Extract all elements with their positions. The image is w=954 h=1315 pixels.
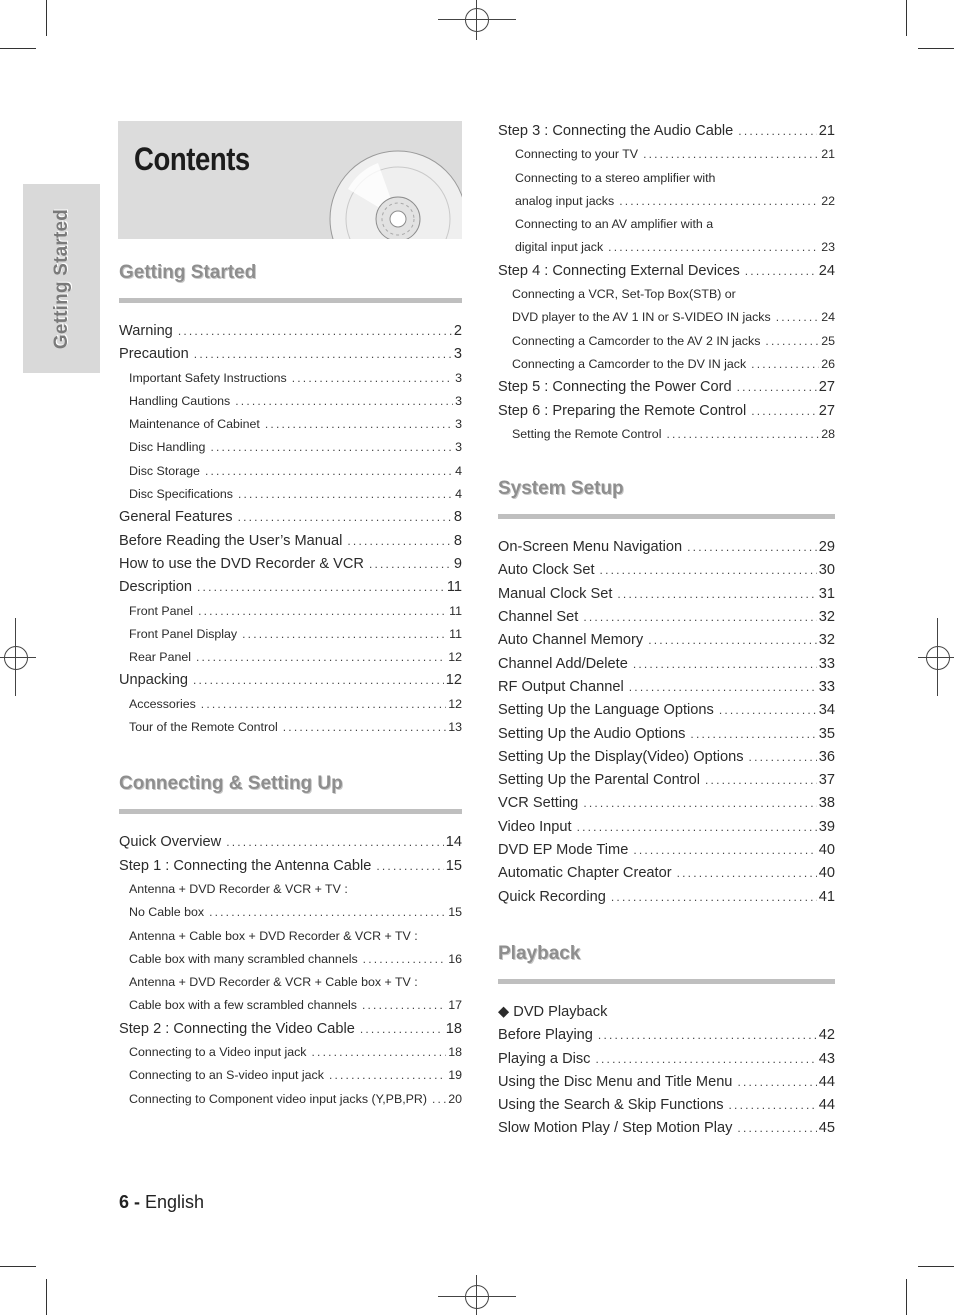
- dot-leader: [729, 1094, 817, 1117]
- crop-mark: [46, 1279, 47, 1315]
- toc-page-number: 11: [449, 603, 462, 618]
- dot-leader: [643, 143, 819, 166]
- dot-leader: [360, 1018, 444, 1041]
- toc-entry-title: Quick Overview: [119, 834, 222, 851]
- toc-entry-title: Handling Cautions: [129, 393, 231, 408]
- toc-entry[interactable]: [498, 862, 835, 885]
- toc-entry[interactable]: [119, 831, 462, 854]
- toc-page-number: 12: [445, 672, 462, 689]
- toc-entry[interactable]: [119, 436, 462, 459]
- toc-page-number: 18: [445, 1020, 462, 1037]
- toc-entry[interactable]: [498, 676, 835, 699]
- toc-entry[interactable]: [119, 390, 462, 413]
- dot-leader: [608, 236, 819, 259]
- crop-mark: [918, 1266, 954, 1267]
- dot-leader: [238, 506, 452, 529]
- toc-page-number: 40: [818, 865, 835, 882]
- toc-page-number: 20: [448, 1091, 462, 1106]
- toc-page-number: 28: [821, 426, 835, 441]
- toc-entry-title: Auto Clock Set: [498, 562, 595, 579]
- toc-entry[interactable]: [498, 606, 835, 629]
- toc-entry[interactable]: [498, 213, 835, 236]
- dot-leader: [611, 886, 817, 909]
- registration-mark-line: [0, 657, 36, 658]
- toc-entry[interactable]: [119, 855, 462, 878]
- toc-page-number: 33: [818, 678, 835, 695]
- toc-entry-title: On-Screen Menu Navigation: [498, 539, 683, 556]
- dot-leader: [629, 676, 817, 699]
- toc-entry-title: Connecting to an S-video input jack: [129, 1068, 324, 1083]
- dot-leader: [751, 400, 817, 423]
- toc-page-number: 40: [818, 842, 835, 859]
- crop-mark: [0, 48, 36, 49]
- toc-page-number: 32: [818, 609, 835, 626]
- toc-entry-title: Tour of the Remote Control: [129, 720, 278, 735]
- dot-leader: [242, 623, 447, 646]
- toc-entry[interactable]: [498, 1094, 835, 1117]
- toc-page-number: 22: [821, 193, 835, 208]
- toc-entry-title: Step 6 : Preparing the Remote Control: [498, 402, 747, 419]
- disc-icon: [328, 149, 462, 239]
- toc-entry[interactable]: [498, 1048, 835, 1071]
- toc-entry-title: Connecting to a Video input jack: [129, 1045, 307, 1060]
- toc-entry-title: Accessories: [129, 696, 196, 711]
- dot-leader: [737, 1071, 816, 1094]
- dot-leader: [751, 353, 819, 376]
- toc-page-number: 15: [445, 857, 462, 874]
- toc-entry[interactable]: [498, 400, 835, 423]
- toc-page-number: 27: [818, 402, 835, 419]
- toc-page-number: 13: [448, 720, 462, 735]
- toc-left-column: [119, 258, 462, 1111]
- toc-page-number: 21: [818, 123, 835, 139]
- toc-entry[interactable]: [498, 376, 835, 399]
- registration-mark-line: [15, 618, 16, 696]
- dot-leader: [617, 583, 816, 606]
- dot-leader: [369, 553, 452, 576]
- toc-entry-title: Step 2 : Connecting the Video Cable: [119, 1020, 355, 1037]
- toc-entry[interactable]: [498, 536, 835, 559]
- toc-page-number: 33: [818, 655, 835, 672]
- page-footer: [119, 1192, 204, 1213]
- dot-leader: [329, 1064, 446, 1087]
- toc-entry-title: Setting Up the Display(Video) Options: [498, 748, 744, 765]
- crop-mark: [906, 1279, 907, 1315]
- toc-entry-title: Step 5 : Connecting the Power Cord: [498, 379, 732, 396]
- dot-leader: [347, 530, 452, 553]
- toc-page-number: 24: [821, 310, 835, 325]
- dot-leader: [776, 306, 820, 329]
- toc-page-number: 17: [448, 998, 462, 1013]
- toc-entry-title: Rear Panel: [129, 650, 191, 665]
- dot-leader: [749, 746, 817, 769]
- dot-leader: [600, 559, 817, 582]
- dot-leader: [209, 901, 446, 924]
- toc-entry-title: Cable box with a few scrambled channels: [129, 998, 357, 1013]
- toc-entry-title: VCR Setting: [498, 795, 579, 812]
- toc-page-number: 31: [818, 585, 835, 602]
- toc-page-number: 25: [821, 333, 835, 348]
- toc-entry[interactable]: [119, 506, 462, 529]
- toc-entry-title: Channel Set: [498, 609, 579, 626]
- toc-entry[interactable]: [119, 460, 462, 483]
- toc-entry[interactable]: [498, 839, 835, 862]
- dot-leader: [205, 460, 453, 483]
- toc-page-number: 8: [453, 509, 462, 526]
- dot-leader: [235, 390, 453, 413]
- dot-leader: [238, 483, 453, 506]
- contents-header: [118, 121, 462, 239]
- dot-leader: [583, 606, 816, 629]
- toc-entry[interactable]: [119, 948, 462, 971]
- toc-entry[interactable]: [498, 1001, 835, 1024]
- dot-leader: [737, 376, 817, 399]
- toc-entry-title: DVD player to the AV 1 IN or S-VIDEO IN jacks: [512, 310, 771, 325]
- dot-leader: [737, 1117, 816, 1140]
- section-heading: Getting Started: [119, 262, 257, 283]
- toc-page-number: 3: [455, 393, 462, 408]
- toc-entry-title: Automatic Chapter Creator: [498, 865, 672, 882]
- toc-page-number: 21: [821, 147, 835, 162]
- dot-leader: [738, 120, 816, 143]
- toc-entry-title: Connecting a VCR, Set-Top Box(STB) or: [512, 287, 736, 302]
- section-heading: System Setup: [498, 478, 624, 500]
- toc-entry[interactable]: [119, 1064, 462, 1087]
- toc-page-number: 36: [818, 748, 835, 765]
- registration-mark-icon: [465, 8, 489, 32]
- toc-entry-title: Connecting to your TV: [515, 147, 639, 162]
- dot-leader: [598, 1024, 817, 1047]
- dot-leader: [265, 413, 453, 436]
- toc-entry-title: Connecting to Component video input jacks (Y,PB,PR): [129, 1091, 427, 1106]
- toc-page-number: 35: [818, 725, 835, 742]
- toc-entry-title: digital input jack: [515, 240, 604, 255]
- toc-entry-title: Video Input: [498, 818, 572, 835]
- toc-entry[interactable]: [498, 769, 835, 792]
- dot-leader: [210, 436, 453, 459]
- toc-entry-title: RF Output Channel: [498, 678, 624, 695]
- toc-page-number: 23: [821, 240, 835, 255]
- toc-entry-title: Antenna + Cable box + DVD Recorder & VCR + TV :: [129, 928, 418, 943]
- toc-entry[interactable]: [498, 423, 835, 446]
- toc-entry[interactable]: [498, 283, 835, 306]
- toc-page-number: 16: [448, 951, 462, 966]
- toc-page-number: 3: [453, 346, 462, 363]
- toc-entry-title: Disc Handling: [129, 440, 206, 455]
- crop-mark: [918, 48, 954, 49]
- section-heading: Connecting & Setting Up: [119, 773, 343, 795]
- toc-entry[interactable]: [119, 553, 462, 576]
- page-number: 6 -: [119, 1192, 141, 1212]
- toc-page-number: 42: [818, 1027, 835, 1044]
- dot-leader: [432, 1088, 446, 1111]
- toc-entry[interactable]: [119, 320, 462, 343]
- toc-page-number: 3: [455, 440, 462, 455]
- toc-entry-title: Quick Recording: [498, 888, 606, 905]
- registration-mark-line: [476, 1275, 477, 1315]
- toc-page-number: 18: [448, 1045, 462, 1060]
- toc-entry[interactable]: [119, 1088, 462, 1111]
- dot-leader: [705, 769, 817, 792]
- dot-leader: [363, 948, 447, 971]
- footer-language: English: [145, 1192, 205, 1212]
- toc-page-number: 11: [449, 626, 462, 641]
- toc-page-number: 39: [818, 818, 835, 835]
- toc-entry[interactable]: [498, 792, 835, 815]
- toc-entry-title: DVD EP Mode Time: [498, 842, 629, 859]
- toc-right-sections: [498, 446, 835, 1141]
- dot-leader: [376, 855, 443, 878]
- toc-entry-title: analog input jacks: [515, 193, 615, 208]
- toc-page-number: 38: [818, 795, 835, 812]
- toc-page-number: 37: [818, 772, 835, 789]
- dot-leader: [577, 816, 817, 839]
- dot-leader: [193, 669, 444, 692]
- toc-page-number: 9: [453, 555, 462, 572]
- dot-leader: [619, 190, 819, 213]
- toc-entry[interactable]: [498, 559, 835, 582]
- toc-entry-title: Auto Channel Memory: [498, 632, 644, 649]
- toc-entry-title: Setting Up the Parental Control: [498, 772, 700, 789]
- toc-entry[interactable]: [119, 1018, 462, 1041]
- toc-entry[interactable]: [498, 816, 835, 839]
- toc-entry-title: Slow Motion Play / Step Motion Play: [498, 1120, 733, 1137]
- registration-mark-line: [937, 618, 938, 696]
- registration-mark-line: [918, 657, 954, 658]
- toc-entry[interactable]: [119, 600, 462, 623]
- toc-entry-title: ◆ DVD Playback: [498, 1003, 608, 1020]
- toc-entry-title: Disc Specifications: [129, 487, 233, 502]
- toc-entry[interactable]: [119, 971, 462, 994]
- toc-page-number: 24: [818, 262, 835, 279]
- toc-page-number: 26: [821, 356, 835, 371]
- toc-entry-title: Disc Storage: [129, 463, 200, 478]
- toc-entry-title: Manual Clock Set: [498, 585, 613, 602]
- toc-entry-title: Antenna + DVD Recorder & VCR + Cable box + TV :: [129, 975, 418, 990]
- toc-page-number: 19: [448, 1068, 462, 1083]
- registration-mark-icon: [4, 646, 28, 670]
- toc-entry[interactable]: [498, 583, 835, 606]
- toc-page-number: 12: [448, 650, 462, 665]
- crop-mark: [0, 1266, 36, 1267]
- toc-entry[interactable]: [119, 925, 462, 948]
- registration-mark-icon: [926, 646, 950, 670]
- toc-page-number: 12: [448, 696, 462, 711]
- toc-entry[interactable]: [119, 716, 462, 739]
- toc-entry-title: Front Panel: [129, 603, 194, 618]
- toc-page-number: 8: [453, 532, 462, 549]
- toc-page-number: 44: [818, 1097, 835, 1114]
- registration-mark-line: [438, 1296, 516, 1297]
- toc-page-number: 3: [455, 370, 462, 385]
- dot-leader: [197, 576, 445, 599]
- dot-leader: [595, 1048, 816, 1071]
- page-title: Contents: [134, 141, 250, 177]
- toc-entry[interactable]: [498, 723, 835, 746]
- toc-entry[interactable]: [498, 653, 835, 676]
- dot-leader: [719, 699, 817, 722]
- toc-page-number: 32: [818, 632, 835, 649]
- toc-entry[interactable]: [119, 530, 462, 553]
- toc-entry-title: Step 4 : Connecting External Devices: [498, 262, 740, 279]
- toc-page-number: 41: [818, 888, 835, 905]
- dot-leader: [198, 600, 447, 623]
- toc-page-number: 3: [455, 417, 462, 432]
- toc-entry[interactable]: [498, 143, 835, 166]
- toc-entry-title: Setting Up the Audio Options: [498, 725, 686, 742]
- toc-entry-title: Antenna + DVD Recorder & VCR + TV :: [129, 881, 348, 896]
- toc-entry[interactable]: [119, 623, 462, 646]
- toc-right-column: [498, 120, 835, 1141]
- toc-entry-title: How to use the DVD Recorder & VCR: [119, 555, 364, 572]
- dot-leader: [633, 653, 817, 676]
- toc-page-number: 2: [453, 323, 462, 339]
- crop-mark: [46, 0, 47, 36]
- toc-entry-title: Cable box with many scrambled channels: [129, 951, 358, 966]
- dot-leader: [362, 994, 446, 1017]
- toc-entry[interactable]: [498, 236, 835, 259]
- dot-leader: [178, 320, 452, 343]
- dot-leader: [196, 646, 446, 669]
- toc-page-number: 34: [818, 702, 835, 719]
- toc-entry-title: Warning: [119, 323, 173, 339]
- dot-leader: [283, 716, 446, 739]
- toc-entry-title: Step 1 : Connecting the Antenna Cable: [119, 857, 372, 874]
- registration-mark-line: [476, 0, 477, 40]
- dot-leader: [690, 723, 816, 746]
- dot-leader: [201, 693, 446, 716]
- dot-leader: [687, 536, 817, 559]
- toc-entry-title: Important Safety Instructions: [129, 370, 287, 385]
- toc-entry[interactable]: [498, 260, 835, 283]
- toc-entry-title: Connecting to an AV amplifier with a: [515, 217, 714, 232]
- toc-entry[interactable]: [498, 629, 835, 652]
- toc-entry[interactable]: [498, 699, 835, 722]
- toc-entry-title: Unpacking: [119, 672, 188, 689]
- dot-leader: [648, 629, 817, 652]
- toc-page-number: 29: [818, 539, 835, 556]
- toc-entry[interactable]: [119, 483, 462, 506]
- toc-entry-title: Before Reading the User’s Manual: [119, 532, 343, 549]
- toc-page-number: 15: [448, 905, 462, 920]
- dot-leader: [666, 423, 819, 446]
- toc-entry-title: Using the Search & Skip Functions: [498, 1097, 724, 1114]
- toc-entry[interactable]: [498, 306, 835, 329]
- toc-entry-title: Step 3 : Connecting the Audio Cable: [498, 123, 734, 139]
- toc-entry[interactable]: [119, 901, 462, 924]
- dot-leader: [765, 330, 819, 353]
- registration-mark-icon: [465, 1285, 489, 1309]
- toc-page-number: 43: [818, 1050, 835, 1067]
- toc-entry[interactable]: [119, 1041, 462, 1064]
- toc-entry[interactable]: [498, 330, 835, 353]
- toc-entry[interactable]: [119, 669, 462, 692]
- toc-entry-title: General Features: [119, 509, 233, 526]
- dot-leader: [312, 1041, 447, 1064]
- toc-entry[interactable]: [119, 367, 462, 390]
- toc-entry[interactable]: [119, 878, 462, 901]
- toc-page-number: 4: [455, 487, 462, 502]
- toc-entry[interactable]: [119, 343, 462, 366]
- toc-entry[interactable]: [498, 120, 835, 143]
- toc-entry[interactable]: [119, 413, 462, 436]
- toc-page-number: 30: [818, 562, 835, 579]
- toc-page-number: 11: [446, 579, 462, 596]
- dot-leader: [677, 862, 817, 885]
- toc-entry[interactable]: [119, 693, 462, 716]
- toc-entry[interactable]: [498, 167, 835, 190]
- toc-entry[interactable]: [498, 190, 835, 213]
- crop-mark: [906, 0, 907, 36]
- toc-entry[interactable]: [119, 994, 462, 1017]
- toc-entry-title: Setting Up the Language Options: [498, 702, 714, 719]
- toc-entry[interactable]: [119, 576, 462, 599]
- toc-entry[interactable]: [498, 1117, 835, 1140]
- toc-entry-title: Front Panel Display: [129, 626, 238, 641]
- toc-page-number: 14: [445, 834, 462, 851]
- registration-mark-line: [438, 19, 516, 20]
- toc-page-number: 44: [818, 1073, 835, 1090]
- side-tab-label: Getting Started: [50, 208, 72, 349]
- dot-leader: [226, 831, 444, 854]
- dot-leader: [583, 792, 816, 815]
- toc-page-number: 45: [818, 1120, 835, 1137]
- toc-entry[interactable]: [119, 646, 462, 669]
- toc-entry-title: Connecting a Camcorder to the AV 2 IN jacks: [512, 333, 761, 348]
- toc-page-number: 27: [818, 379, 835, 396]
- toc-entry-title: Before Playing: [498, 1027, 593, 1044]
- dot-leader: [745, 260, 817, 283]
- toc-continued-list: [498, 120, 835, 446]
- toc-entry-title: Playing a Disc: [498, 1050, 591, 1067]
- toc-entry[interactable]: [498, 1071, 835, 1094]
- dot-leader: [194, 343, 452, 366]
- toc-page-number: 4: [455, 463, 462, 478]
- toc-entry[interactable]: [498, 353, 835, 376]
- toc-entry-title: Maintenance of Cabinet: [129, 417, 260, 432]
- toc-entry-title: No Cable box: [129, 905, 205, 920]
- toc-entry[interactable]: [498, 886, 835, 909]
- toc-entry-title: Connecting to a stereo amplifier with: [515, 170, 716, 185]
- toc-entry[interactable]: [498, 1024, 835, 1047]
- dot-leader: [633, 839, 816, 862]
- section-heading: Playback: [498, 942, 581, 964]
- toc-entry-title: Using the Disc Menu and Title Menu: [498, 1073, 733, 1090]
- dot-leader: [292, 367, 453, 390]
- toc-entry-title: Description: [119, 579, 192, 596]
- toc-entry-title: Connecting a Camcorder to the DV IN jack: [512, 356, 747, 371]
- toc-entry-title: Setting the Remote Control: [512, 426, 662, 441]
- side-section-tab: [23, 184, 100, 373]
- toc-entry[interactable]: [498, 746, 835, 769]
- toc-entry-title: Precaution: [119, 346, 189, 363]
- toc-entry-title: Channel Add/Delete: [498, 655, 628, 672]
